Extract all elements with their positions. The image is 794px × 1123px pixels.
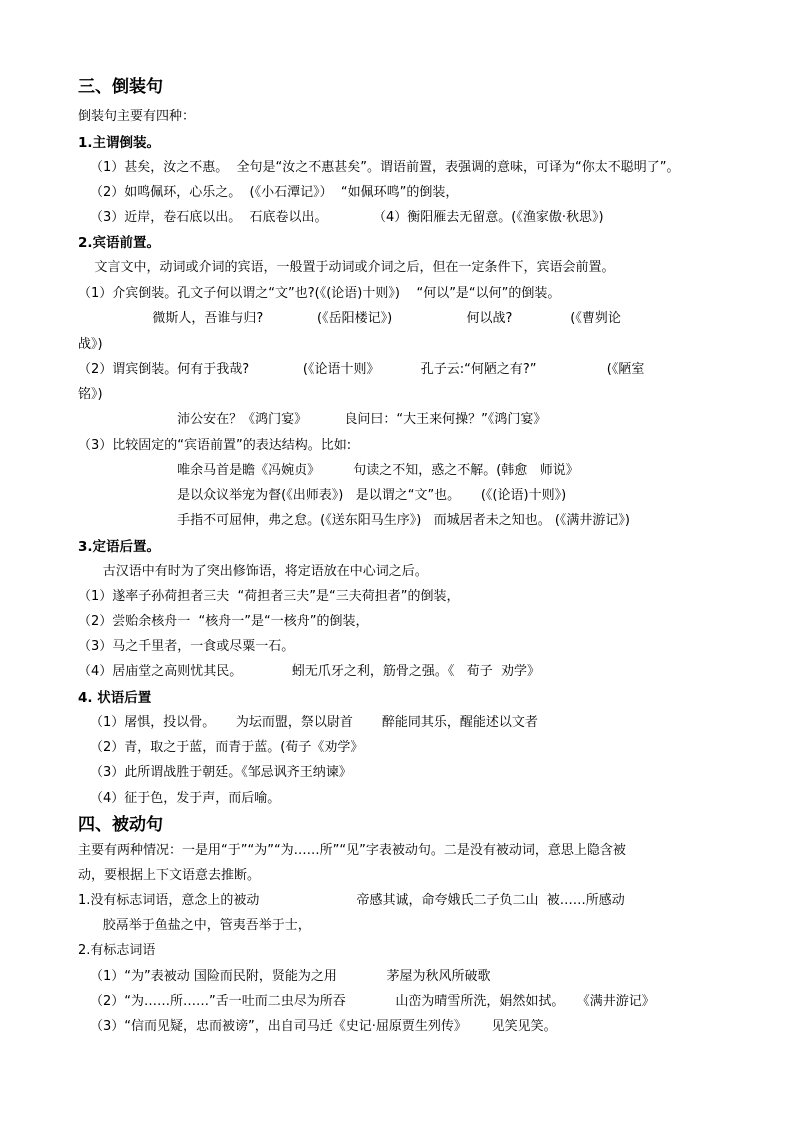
section-intro: 主要有两种情况：一是用“于”“为”“为……所”“见”字表被动句。二是没有被动词，意思上隐含被 [78, 843, 626, 858]
text-line: （1）“为”表被动 国险而民附，贤能为之用 茅屋为秋风所破歌 [90, 969, 491, 984]
section-intro: 倒装句主要有四种： [78, 109, 196, 124]
subsection-title: 3.定语后置。 [78, 539, 161, 555]
subsection-title: 2.宾语前置。 [78, 235, 161, 251]
subsection-title: 1.没有标志词语，意念上的被动 [78, 893, 260, 908]
subsection-title: 1.主谓倒装。 [78, 135, 161, 151]
text-line: 微斯人，吾谁与归? (《岳阳楼记》) 何以战? (《曹刿论 [78, 311, 621, 326]
text-line: （4）征于色，发于声，而后喻。 [90, 791, 281, 806]
text-line: 铭》) [78, 387, 103, 402]
text-line: （3）比较固定的“宾语前置”的表达结构。比如: [78, 438, 352, 453]
text-line: 胶鬲举于鱼盐之中，管夷吾举于士， [78, 918, 311, 933]
text-line: 手指不可屈伸，弗之怠。(《送东阳马生序》) 而城居者未之知也。 (《满井游记》) [78, 513, 630, 528]
text-line: （2）青，取之于蓝，而青于蓝。(荀子《劝学》 [90, 740, 364, 755]
text-line: （1）甚矣，汝之不惠。 全句是“汝之不惠甚矣”。谓语前置，表强调的意味，可译为“你太不聪明了”。 [90, 160, 680, 175]
text-line: 古汉语中有时为了突出修饰语，将定语放在中心词之后。 [78, 564, 428, 579]
text-line: 是以众议举宠为督(《出师表》) 是以谓之“文”也。 (《(论语)十则》) [78, 488, 567, 503]
text-line: （3）马之千里者，一食或尽粟一石。 [78, 639, 295, 654]
subsection-title: 2.有标志词语 [78, 943, 156, 958]
section-title: 四、被动句 [78, 815, 163, 835]
text-line: （3）此所谓战胜于朝廷。《邹忌讽齐王纳谏》 [90, 765, 352, 780]
text-line: （1）屠惧，投以骨。 为坛而盟，祭以尉首 醉能同其乐，醒能述以文者 [90, 715, 538, 730]
text-line: 文言文中，动词或介词的宾语，一般置于动词或介词之后，但在一定条件下，宾语会前置。 [78, 260, 615, 275]
text-line: （1）介宾倒装。孔文子何以谓之“文”也?(《(论语)十则》) “何以”是“以何”的倒装。 [78, 286, 561, 301]
text-line: （2）“为……所……”舌一吐而二虫尽为所吞 山峦为晴雪所洗，娟然如拭。 《满井游记》 [90, 994, 655, 1009]
text-line: 唯余马首是瞻《冯婉贞》 句读之不知，惑之不解。(韩愈 师说》 [78, 463, 579, 478]
text-line: （2）如鸣佩环，心乐之。 (《小石潭记》） “如佩环鸣”的倒装， [90, 185, 459, 200]
text-line: 帝感其诚，命夸娥氏二子负二山 被……所感动 [278, 893, 625, 908]
text-line: （2）尝贻余核舟一 “核舟一”是“一核舟”的倒装， [78, 614, 369, 629]
text-line: 沛公安在？《鸿门宴》 良问曰：“大王来何操？”《鸿门宴》 [78, 412, 547, 427]
subsection-title: 4. 状语后置 [78, 690, 152, 706]
text-line: （3）近岸，卷石底以出。 石底卷以出。 （4）衡阳雁去无留意。(《渔家傲·秋思》) [90, 210, 604, 225]
text-line: （3）“信而见疑，忠而被谤”，出自司马迁《史记·屈原贾生列传》 见笑见笑。 [90, 1019, 557, 1034]
text-line: 战》) [78, 337, 103, 352]
text-line: （4）居庙堂之高则忧其民。 蚓无爪牙之利，筋骨之强。《 荀子 劝学》 [78, 664, 541, 679]
text-line: （1）遂率子孙荷担者三夫 “荷担者三夫”是“三夫荷担者”的倒装， [78, 589, 460, 604]
section-title: 三、倒装句 [78, 77, 163, 97]
text-line: （2）谓宾倒装。何有于我哉? (《论语十则》 孔子云:“何陋之有?” (《陋室 [78, 362, 645, 377]
section-intro: 动，要根据上下文语意去推断。 [78, 868, 261, 883]
